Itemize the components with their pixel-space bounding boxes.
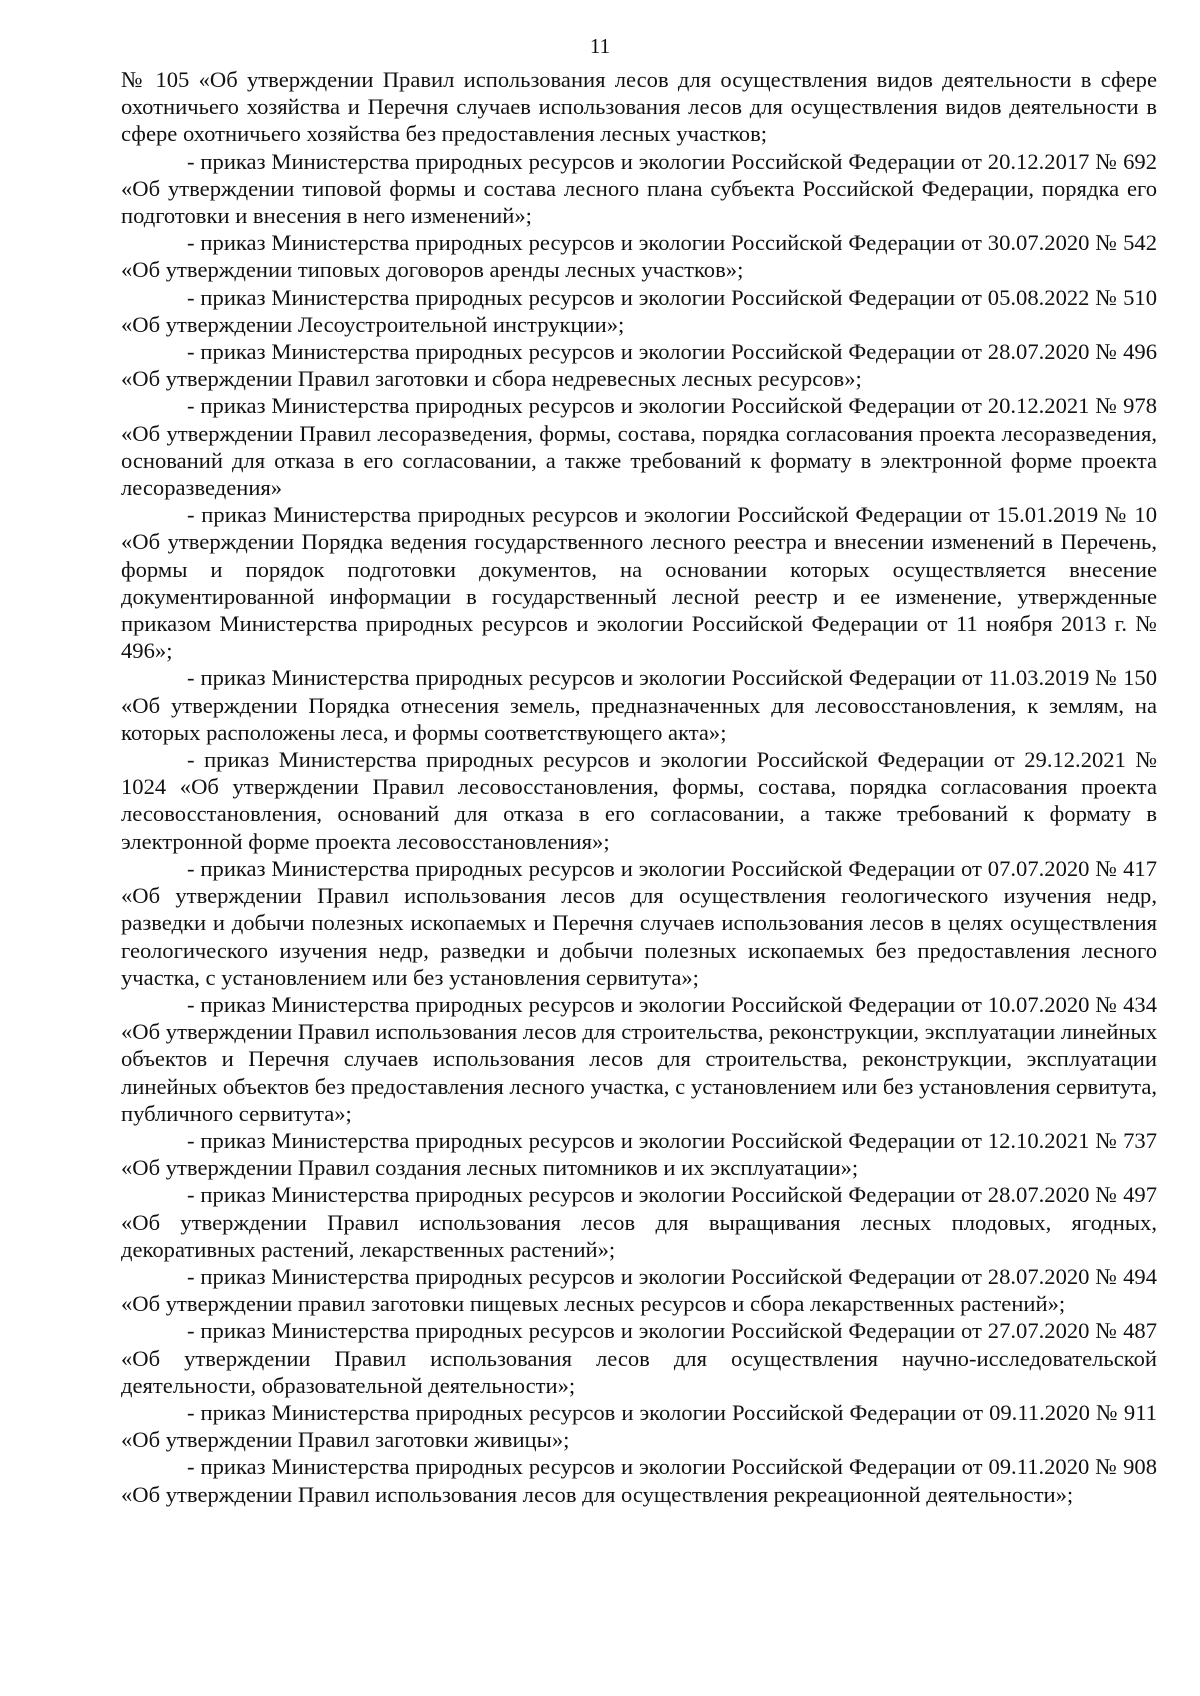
paragraph: - приказ Министерства природных ресурсов и экологии Российской Федерации от 30.07.2020 № 542 «Об утверждении типовых договоров аренды лесных участков»; bbox=[121, 230, 1157, 283]
page-number: 11 bbox=[589, 34, 611, 58]
paragraph: - приказ Министерства природных ресурсов и экологии Российской Федерации от 15.01.2019 № 10 «Об утверждении Порядка ведения государственного лесного реестра и внесении изменений в Перечень, формы и порядок подготовки документов, на основании которых осуществляется внесение документированной информации в государственный лесной реестр и ее изменение, утвержденные приказом Министерства природных ресурсов и экологии Российской Федерации от 11 ноября 2013 г. № 496»; bbox=[121, 502, 1157, 664]
paragraph: - приказ Министерства природных ресурсов и экологии Российской Федерации от 09.11.2020 № 908 «Об утверждении Правил использования лесов для осуществления рекреационной деятельности»; bbox=[121, 1454, 1157, 1507]
paragraph: № 105 «Об утверждении Правил использования лесов для осуществления видов деятельности в сфере охотничьего хозяйства и Перечня случаев использования лесов для осуществления видов деятельности в сфере охотничьего хозяйства без предоставления лесных участков; bbox=[121, 67, 1157, 147]
paragraph: - приказ Министерства природных ресурсов и экологии Российской Федерации от 27.07.2020 № 487 «Об утверждении Правил использования лесов для осуществления научно-исследовательской деятельности, образовательной деятельности»; bbox=[121, 1318, 1157, 1398]
paragraph: - приказ Министерства природных ресурсов и экологии Российской Федерации от 28.07.2020 № 494 «Об утверждении правил заготовки пищевых лесных ресурсов и сбора лекарственных растений»; bbox=[121, 1263, 1157, 1317]
paragraph: - приказ Министерства природных ресурсов и экологии Российской Федерации от 11.03.2019 № 150 «Об утверждении Порядка отнесения земель, предназначенных для лесовосстановления, к землям, на которых расположены леса, и формы соответствующего акта»; bbox=[121, 665, 1157, 745]
paragraph: - приказ Министерства природных ресурсов и экологии Российской Федерации от 20.12.2017 № 692 «Об утверждении типовой формы и состава лесного плана субъекта Российской Федерации, порядка его подготовки и внесения в него изменений»; bbox=[121, 148, 1157, 229]
paragraph: - приказ Министерства природных ресурсов и экологии Российской Федерации от 12.10.2021 № 737 «Об утверждении Правил создания лесных питомников и их эксплуатации»; bbox=[121, 1127, 1157, 1181]
document-body bbox=[121, 66, 1157, 1508]
paragraph: - приказ Министерства природных ресурсов и экологии Российской Федерации от 20.12.2021 № 978 «Об утверждении Правил лесоразведения, формы, состава, порядка согласования проекта лесоразведения, оснований для отказа в его согласовании, а также требований к формату в электронной форме проекта лесоразведения» bbox=[121, 393, 1157, 501]
paragraph: - приказ Министерства природных ресурсов и экологии Российской Федерации от 28.07.2020 № 496 «Об утверждении Правил заготовки и сбора недревесных лесных ресурсов»; bbox=[121, 339, 1157, 392]
paragraph: - приказ Министерства природных ресурсов и экологии Российской Федерации от 10.07.2020 № 434 «Об утверждении Правил использования лесов для строительства, реконструкции, эксплуатации линейных объектов и Перечня случаев использования лесов для строительства, реконструкции, эксплуатации линейных объектов без предоставления лесного участка, с установлением или без установления сервитута, публичного сервитута»; bbox=[121, 991, 1157, 1126]
paragraph: - приказ Министерства природных ресурсов и экологии Российской Федерации от 28.07.2020 № 497 «Об утверждении Правил использования лесов для выращивания лесных плодовых, ягодных, декоративных растений, лекарственных растений»; bbox=[121, 1182, 1157, 1262]
paragraph: - приказ Министерства природных ресурсов и экологии Российской Федерации от 29.12.2021 № 1024 «Об утверждении Правил лесовосстановления, формы, состава, порядка согласования проекта лесовосстановления, оснований для отказа в его согласовании, а также требований к формату в электронной форме проекта лесовосстановления»; bbox=[121, 747, 1157, 854]
paragraph: - приказ Министерства природных ресурсов и экологии Российской Федерации от 05.08.2022 № 510 «Об утверждении Лесоустроительной инструкции»; bbox=[121, 284, 1157, 337]
paragraph: - приказ Министерства природных ресурсов и экологии Российской Федерации от 09.11.2020 № 911 «Об утверждении Правил заготовки живицы»; bbox=[121, 1399, 1157, 1453]
paragraph: - приказ Министерства природных ресурсов и экологии Российской Федерации от 07.07.2020 № 417 «Об утверждении Правил использования лесов для осуществления геологического изучения недр, разведки и добычи полезных ископаемых и Перечня случаев использования лесов в целях осуществления геологического изучения недр, разведки и добычи полезных ископаемых без предоставления лесного участка, с установлением или без установления сервитута»; bbox=[121, 855, 1157, 990]
